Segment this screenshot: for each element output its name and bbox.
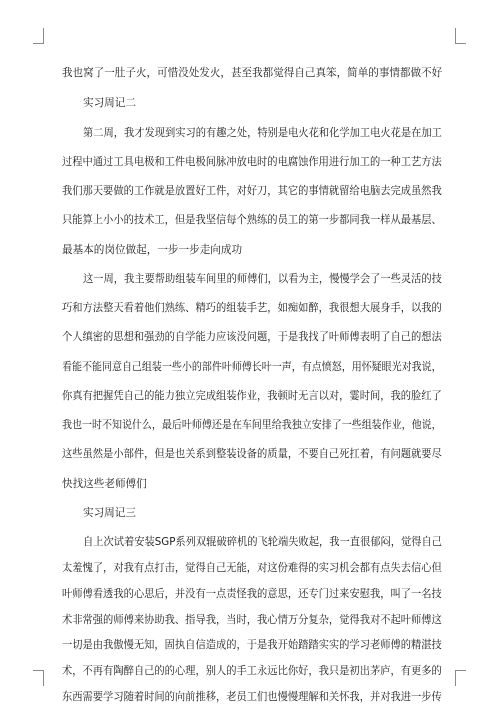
paragraph-line: 个人缜密的思想和强劲的自学能力应该没问题，于是我找了叶师傅表明了自己的想法 (62, 331, 442, 343)
paragraph-line: 东西需要学习随着时间的向前推移，老员工们也慢慢理解和关怀我，并对我进一步传 (62, 691, 442, 703)
paragraph-line: 一切是由我傲慢无知，固执自信造成的，于是我开始踏踏实实的学习老师傅的精湛技 (62, 639, 442, 652)
paragraph-line: 第二周，我才发现到实习的有趣之处，特别是电火花和化学加工电火花是在加工 (83, 127, 442, 139)
paragraph-line: 我也窝了一肚子火，可惜没处发火，甚至我都觉得自己真笨，简单的事情都做不好 (62, 67, 443, 79)
paragraph-line: 我们那天要做的工作就是放置好工件，对好刀，其它的事情就留给电脑去完成虽然我 (62, 185, 442, 197)
paragraph-line: 叶师傅看透我的心思后，并没有一点责怪我的意思，还专门过来安慰我，叫了一名技 (62, 587, 442, 600)
paragraph-line: 只能算上小小的技术工，但是我坚信每个熟练的员工的第一步都同我一样从最基层、 (62, 214, 442, 226)
paragraph-line: 最基本的岗位做起，一步一步走向成功 (62, 244, 243, 256)
paragraph-line: 术非常强的师傅来协助我、指导我，当时，我心情万分复杂，觉得我对不起叶师傅这 (62, 613, 442, 626)
paragraph-line: 巧和方法整天看着他们熟练、精巧的组装手艺，如痴如醉，我很想大展身手，以我的 (62, 302, 442, 314)
crop-mark-top-left (33, 28, 44, 44)
paragraph-line: 我也一时不知说什么，最后叶师傅还是在车间里给我独立安排了一些组装作业，他说， (62, 419, 442, 431)
paragraph-line: 这一周，我主要帮助组装车间里的师傅们，以看为主，慢慢学会了一些灵活的技 (83, 273, 442, 285)
crop-mark-top-right (455, 28, 466, 44)
paragraph-line: 术，不再有陶醉自己的的心理，别人的手工永远比你好，我只是初出茅庐，有更多的 (62, 665, 442, 678)
section-heading: 实习周记三 (83, 507, 136, 519)
paragraph-line: 快找这些老师傅们 (62, 478, 147, 490)
section-heading: 实习周记二 (83, 97, 136, 109)
paragraph-line: 过程中通过工具电极和工件电极间脉冲放电时的电腐蚀作用进行加工的一种工艺方法 (62, 156, 442, 168)
paragraph-line: 这些虽然是小部件，但是也关系到整装设备的质量，不要自己死扛着，有问题就要尽 (62, 448, 442, 460)
paragraph-line: 你真有把握凭自己的能力独立完成组装作业，我顿时无言以对，霎时间，我的脸红了 (62, 390, 442, 402)
paragraph-line: 自上次试着安装SGP系列双辊破碎机的飞轮端失败起，我一直很郁闷，觉得自己 (83, 536, 443, 548)
paragraph-line: 太羞愧了，对我有点打击，觉得自己无能，对这份难得的实习机会都有点失去信心但 (62, 561, 442, 574)
crop-mark-bottom-left (33, 670, 44, 686)
paragraph-line: 看能不能同意自己组装一些小的部件叶师傅长叶一声，有点愤怒，用怀疑眼光对我说， (62, 361, 442, 373)
crop-mark-bottom-right (455, 670, 466, 686)
